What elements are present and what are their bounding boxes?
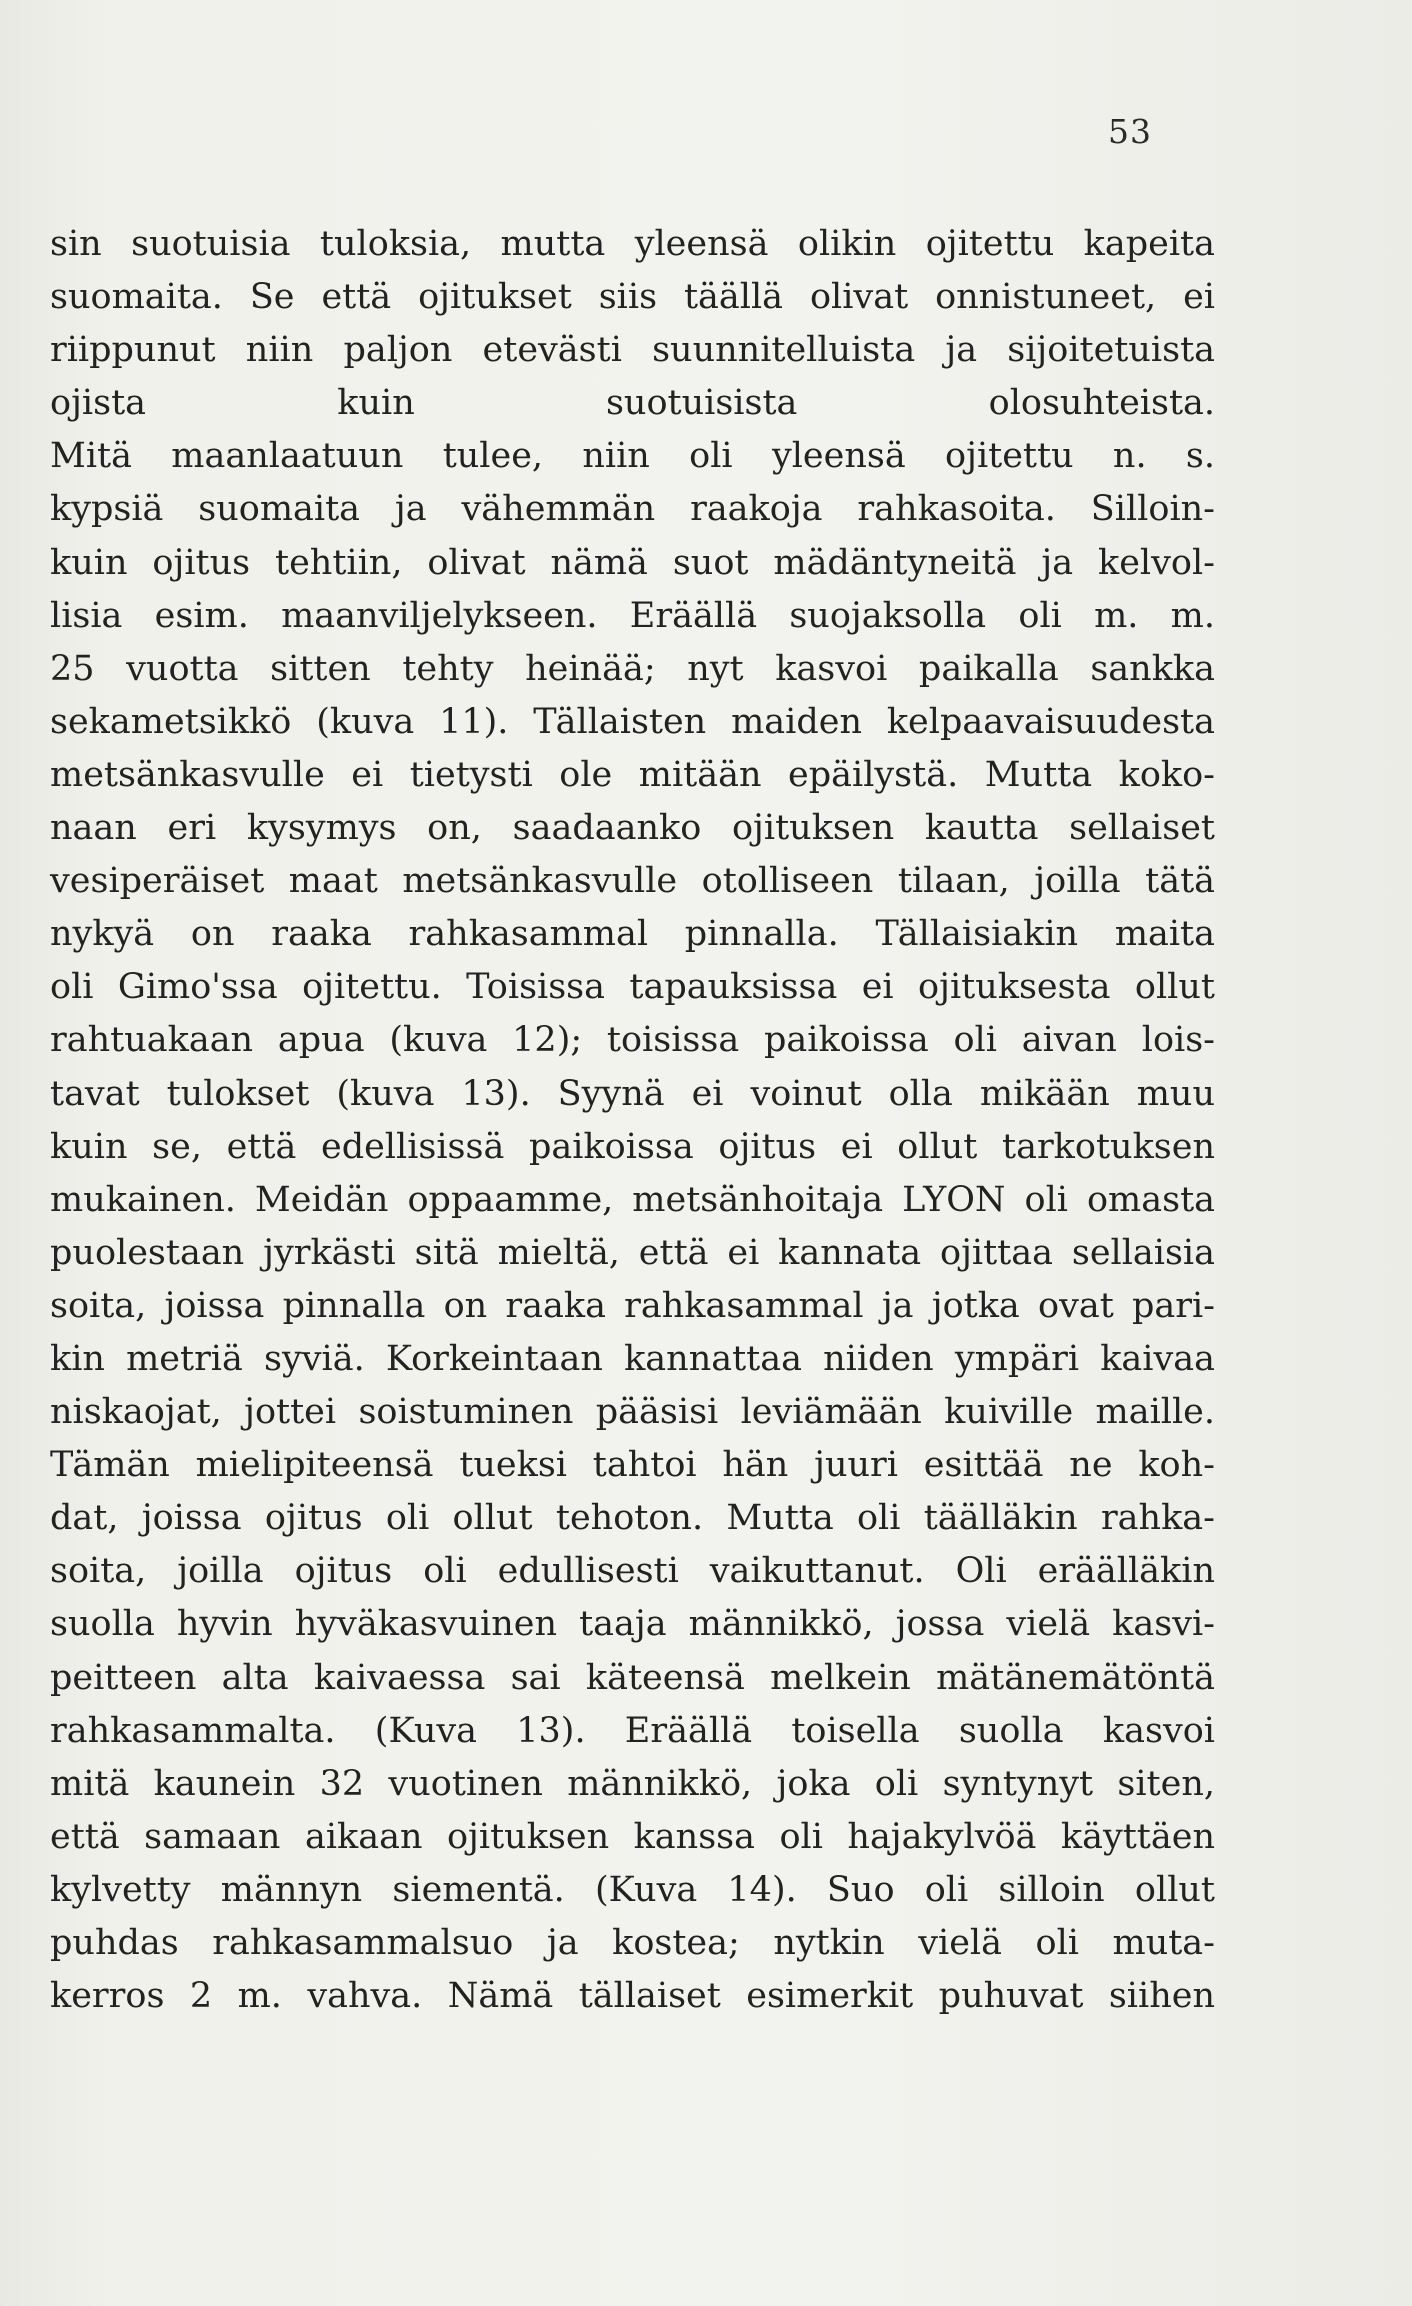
text-line: kuin se, että edellisissä paikoissa ojitus ei ollut tarkotuksen: [50, 1126, 1215, 1167]
text-line: riippunut niin paljon etevästi suunnitelluista ja sijoitetuista: [50, 330, 1215, 371]
text-line: kerros 2 m. vahva. Nämä tällaiset esimerkit puhuvat siihen: [50, 1976, 1215, 2017]
text-line: rahtuakaan apua (kuva 12); toisissa paikoissa oli aivan lois-: [50, 1020, 1215, 1061]
text-line: soita, joissa pinnalla on raaka rahkasammal ja jotka ovat pari-: [50, 1285, 1215, 1326]
text-line: Mitä maanlaatuun tulee, niin oli yleensä ojitettu n. s.: [50, 436, 1215, 477]
text-line: tavat tulokset (kuva 13). Syynä ei voinut olla mikään muu: [50, 1073, 1215, 1114]
text-line: naan eri kysymys on, saadaanko ojituksen kautta sellaiset: [50, 808, 1215, 849]
text-line: kuin ojitus tehtiin, olivat nämä suot mädäntyneitä ja kelvol-: [50, 542, 1215, 583]
text-line: metsänkasvulle ei tietysti ole mitään epäilystä. Mutta koko-: [50, 754, 1215, 795]
text-line: ojista kuin suotuisista olosuhteista.: [50, 383, 1215, 424]
text-line: oli Gimo'ssa ojitettu. Toisissa tapauksissa ei ojituksesta ollut: [50, 967, 1215, 1008]
text-line: suomaita. Se että ojitukset siis täällä olivat onnistuneet, ei: [50, 277, 1215, 318]
page-number: 53: [1108, 112, 1152, 151]
text-line: mukainen. Meidän oppaamme, metsänhoitaja LYON oli omasta: [50, 1179, 1215, 1220]
text-line: soita, joilla ojitus oli edullisesti vaikuttanut. Oli eräälläkin: [50, 1551, 1215, 1592]
text-line: vesiperäiset maat metsänkasvulle otolliseen tilaan, joilla tätä: [50, 861, 1215, 902]
text-line: puhdas rahkasammalsuo ja kostea; nytkin vielä oli muta-: [50, 1923, 1215, 1963]
text-line: kypsiä suomaita ja vähemmän raakoja rahkasoita. Silloin-: [50, 489, 1215, 530]
text-line: lisia esim. maanviljelykseen. Eräällä suojaksolla oli m. m.: [50, 595, 1215, 636]
text-line: kin metriä syviä. Korkeintaan kannattaa niiden ympäri kaivaa: [50, 1338, 1215, 1379]
text-line: sekametsikkö (kuva 11). Tällaisten maiden kelpaavaisuudesta: [50, 701, 1215, 742]
text-line: rahkasammalta. (Kuva 13). Eräällä toisella suolla kasvoi: [50, 1710, 1215, 1751]
text-line: puolestaan jyrkästi sitä mieltä, että ei kannata ojittaa sellaisia: [50, 1232, 1215, 1273]
text-line: suolla hyvin hyväkasvuinen taaja männikkö, jossa vielä kasvi-: [50, 1604, 1215, 1645]
text-line: niskaojat, jottei soistuminen pääsisi leviämään kuiville maille.: [50, 1392, 1215, 1433]
body-text: [50, 218, 1215, 2023]
text-line: että samaan aikaan ojituksen kanssa oli hajakylvöä käyttäen: [50, 1816, 1215, 1857]
text-line: mitä kaunein 32 vuotinen männikkö, joka oli syntynyt siten,: [50, 1763, 1215, 1804]
text-line: 25 vuotta sitten tehty heinää; nyt kasvoi paikalla sankka: [50, 648, 1215, 689]
text-line: nykyä on raaka rahkasammal pinnalla. Tällaisiakin maita: [50, 914, 1215, 955]
text-line: peitteen alta kaivaessa sai käteensä melkein mätänemätöntä: [50, 1657, 1215, 1698]
text-line: kylvetty männyn siementä. (Kuva 14). Suo oli silloin ollut: [50, 1869, 1215, 1910]
text-line: Tämän mielipiteensä tueksi tahtoi hän juuri esittää ne koh-: [50, 1445, 1215, 1486]
text-line: sin suotuisia tuloksia, mutta yleensä olikin ojitettu kapeita: [50, 224, 1215, 264]
text-line: dat, joissa ojitus oli ollut tehoton. Mutta oli täälläkin rahka-: [50, 1498, 1215, 1539]
